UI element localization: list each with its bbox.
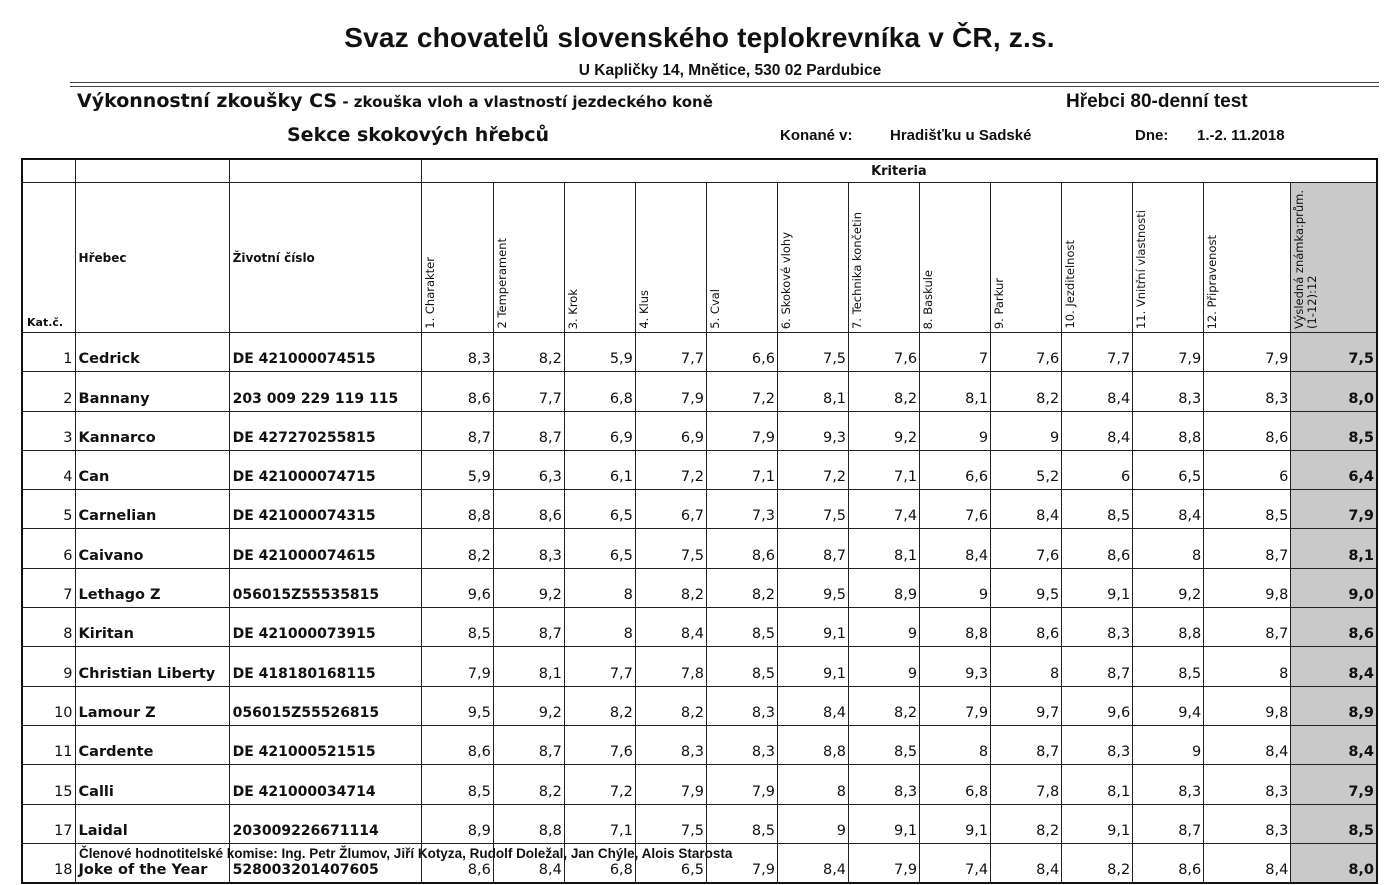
horse-name: Lethago Z bbox=[75, 568, 229, 607]
life-number: 056015Z55526815 bbox=[229, 686, 421, 725]
score-cell: 8,7 bbox=[493, 608, 564, 647]
table-row bbox=[22, 372, 1377, 411]
score-cell: 8,7 bbox=[421, 411, 493, 450]
score-cell: 8,9 bbox=[849, 568, 920, 607]
score-cell: 9,1 bbox=[777, 647, 848, 686]
score-cell: 6,8 bbox=[920, 765, 991, 804]
score-cell: 8,8 bbox=[1133, 411, 1204, 450]
date: 1.-2. 11.2018 bbox=[1197, 127, 1285, 144]
score-cell: 8,5 bbox=[849, 725, 920, 764]
organization-title: Svaz chovatelů slovenského teplokrevníka v ČR, z.s. bbox=[344, 22, 1055, 53]
life-number: 528003201407605 bbox=[229, 843, 421, 883]
score-cell: 9,5 bbox=[991, 568, 1062, 607]
score-cell: 7,5 bbox=[777, 490, 848, 529]
kat-number: 3 bbox=[22, 411, 75, 450]
table-row bbox=[22, 450, 1377, 489]
life-number: DE 421000074715 bbox=[229, 450, 421, 489]
score-cell: 6,5 bbox=[1133, 450, 1204, 489]
score-cell: 8,2 bbox=[706, 568, 777, 607]
score-cell: 9 bbox=[920, 411, 991, 450]
score-cell: 7,6 bbox=[991, 333, 1062, 372]
score-cell: 8,6 bbox=[421, 372, 493, 411]
horse-name: Carnelian bbox=[75, 490, 229, 529]
score-cell: 7,5 bbox=[635, 529, 706, 568]
score-cell: 8,7 bbox=[1204, 608, 1291, 647]
score-cell: 8 bbox=[564, 568, 635, 607]
kat-number: 7 bbox=[22, 568, 75, 607]
life-number: DE 427270255815 bbox=[229, 411, 421, 450]
score-cell: 6 bbox=[1204, 450, 1291, 489]
final-score: 8,5 bbox=[1291, 804, 1377, 843]
score-cell: 8,6 bbox=[991, 608, 1062, 647]
score-cell: 8,2 bbox=[564, 686, 635, 725]
score-cell: 8,5 bbox=[1133, 647, 1204, 686]
criterion-label: 7. Technika končetin bbox=[850, 212, 865, 329]
score-cell: 8,5 bbox=[1062, 490, 1133, 529]
score-cell: 9,6 bbox=[421, 568, 493, 607]
score-cell: 8,3 bbox=[493, 529, 564, 568]
score-cell: 8 bbox=[991, 647, 1062, 686]
score-cell: 8,6 bbox=[1204, 411, 1291, 450]
score-cell: 8,5 bbox=[1204, 490, 1291, 529]
horse-name: Kiritan bbox=[75, 608, 229, 647]
score-cell: 8 bbox=[920, 725, 991, 764]
kat-number: 5 bbox=[22, 490, 75, 529]
column-header-kat: Kat.č. bbox=[22, 183, 75, 333]
score-cell: 7,2 bbox=[706, 372, 777, 411]
score-cell: 8,3 bbox=[421, 333, 493, 372]
horse-name: Lamour Z bbox=[75, 686, 229, 725]
score-cell: 8,6 bbox=[421, 725, 493, 764]
score-cell: 9,7 bbox=[991, 686, 1062, 725]
score-cell: 8,2 bbox=[849, 372, 920, 411]
column-header-criterion bbox=[920, 183, 991, 333]
criterion-label: Výsledná známka:prům. (1-12):12 bbox=[1292, 189, 1320, 329]
score-cell: 8,5 bbox=[421, 765, 493, 804]
committee-members: Členové hodnotitelské komise: Ing. Petr Žlumov, Jiří Kotyza, Rudolf Doležal, Jan Chýle, Alois Starosta bbox=[79, 846, 733, 861]
final-score: 9,0 bbox=[1291, 568, 1377, 607]
score-cell: 9,6 bbox=[1062, 686, 1133, 725]
column-header-criterion bbox=[991, 183, 1062, 333]
score-cell: 9 bbox=[920, 568, 991, 607]
score-cell: 8,6 bbox=[706, 529, 777, 568]
score-cell: 7,3 bbox=[706, 490, 777, 529]
score-cell: 8,4 bbox=[1062, 411, 1133, 450]
score-cell: 9,1 bbox=[777, 608, 848, 647]
column-header-criterion bbox=[1291, 183, 1377, 333]
kat-number: 17 bbox=[22, 804, 75, 843]
final-score: 7,9 bbox=[1291, 490, 1377, 529]
score-cell: 7,7 bbox=[564, 647, 635, 686]
score-cell: 7,6 bbox=[564, 725, 635, 764]
score-cell: 8,2 bbox=[635, 686, 706, 725]
score-cell: 6,8 bbox=[564, 372, 635, 411]
score-cell: 7,6 bbox=[849, 333, 920, 372]
final-score: 8,0 bbox=[1291, 843, 1377, 883]
header-divider-second bbox=[70, 86, 1379, 87]
horse-name: Christian Liberty bbox=[75, 647, 229, 686]
score-cell: 8,4 bbox=[635, 608, 706, 647]
final-score: 7,9 bbox=[1291, 765, 1377, 804]
kat-number: 15 bbox=[22, 765, 75, 804]
table-row bbox=[22, 647, 1377, 686]
criterion-label: 9. Parkur bbox=[992, 277, 1007, 329]
score-cell: 7,9 bbox=[635, 765, 706, 804]
score-cell: 8 bbox=[777, 765, 848, 804]
score-cell: 8,7 bbox=[1133, 804, 1204, 843]
final-score: 8,5 bbox=[1291, 411, 1377, 450]
score-cell: 7,6 bbox=[991, 529, 1062, 568]
score-cell: 9,1 bbox=[1062, 804, 1133, 843]
score-cell: 8,3 bbox=[1062, 608, 1133, 647]
score-cell: 7,4 bbox=[849, 490, 920, 529]
results-body bbox=[22, 333, 1377, 884]
score-cell: 8 bbox=[1204, 647, 1291, 686]
score-cell: 8,2 bbox=[493, 765, 564, 804]
score-cell: 8,6 bbox=[1062, 529, 1133, 568]
score-cell: 8,2 bbox=[635, 568, 706, 607]
date-label: Dne: bbox=[1135, 127, 1169, 144]
criterion-label: 4. Klus bbox=[636, 290, 651, 329]
score-cell: 8,7 bbox=[493, 725, 564, 764]
score-cell: 7,9 bbox=[849, 843, 920, 883]
score-cell: 8,1 bbox=[777, 372, 848, 411]
column-header-criterion bbox=[1204, 183, 1291, 333]
test-type: Hřebci 80-denní test bbox=[1066, 91, 1248, 112]
score-cell: 8,8 bbox=[777, 725, 848, 764]
score-cell: 9,8 bbox=[1204, 568, 1291, 607]
score-cell: 7,7 bbox=[1062, 333, 1133, 372]
criterion-label: 11. Vnitřní vlastnosti bbox=[1134, 209, 1149, 329]
column-header-horse: Hřebec bbox=[75, 183, 229, 333]
score-cell: 8 bbox=[564, 608, 635, 647]
column-header-criterion bbox=[777, 183, 848, 333]
score-cell: 9,2 bbox=[1133, 568, 1204, 607]
score-cell: 8,5 bbox=[421, 608, 493, 647]
life-number: DE 418180168115 bbox=[229, 647, 421, 686]
life-number: DE 421000074315 bbox=[229, 490, 421, 529]
horse-name: Calli bbox=[75, 765, 229, 804]
kat-number: 1 bbox=[22, 333, 75, 372]
score-cell: 8,6 bbox=[1133, 843, 1204, 883]
life-number: 203009226671114 bbox=[229, 804, 421, 843]
score-cell: 8,3 bbox=[706, 725, 777, 764]
header-divider bbox=[70, 82, 1379, 83]
score-cell: 8,4 bbox=[1133, 490, 1204, 529]
score-cell: 8,1 bbox=[1062, 765, 1133, 804]
score-cell: 8,3 bbox=[1204, 372, 1291, 411]
score-cell: 8,2 bbox=[991, 372, 1062, 411]
final-score: 7,5 bbox=[1291, 333, 1377, 372]
life-number: DE 421000074615 bbox=[229, 529, 421, 568]
score-cell: 7,2 bbox=[635, 450, 706, 489]
horse-name: Cardente bbox=[75, 725, 229, 764]
section-title: Sekce skokových hřebců bbox=[287, 124, 549, 146]
score-cell: 8,1 bbox=[920, 372, 991, 411]
score-cell: 8,4 bbox=[1204, 843, 1291, 883]
score-cell: 6,8 bbox=[564, 843, 635, 883]
horse-name: Cedrick bbox=[75, 333, 229, 372]
score-cell: 9,2 bbox=[849, 411, 920, 450]
score-cell: 8,8 bbox=[493, 804, 564, 843]
life-number: DE 421000074515 bbox=[229, 333, 421, 372]
score-cell: 8,7 bbox=[1204, 529, 1291, 568]
score-cell: 7,7 bbox=[493, 372, 564, 411]
score-cell: 7,7 bbox=[635, 333, 706, 372]
score-cell: 8,5 bbox=[706, 647, 777, 686]
score-cell: 8,3 bbox=[1204, 765, 1291, 804]
score-cell: 9,5 bbox=[777, 568, 848, 607]
score-cell: 9,3 bbox=[920, 647, 991, 686]
table-row bbox=[22, 411, 1377, 450]
score-cell: 8,3 bbox=[706, 686, 777, 725]
criterion-label: 8. Baskule bbox=[921, 269, 936, 329]
table-row bbox=[22, 529, 1377, 568]
score-cell: 6,5 bbox=[564, 490, 635, 529]
column-header-criterion bbox=[1062, 183, 1133, 333]
final-score: 8,1 bbox=[1291, 529, 1377, 568]
heading-subtitle: - zkouška vloh a vlastností jezdeckého koně bbox=[337, 93, 713, 111]
score-cell: 9,1 bbox=[849, 804, 920, 843]
score-cell: 7,9 bbox=[706, 843, 777, 883]
document-heading bbox=[77, 90, 713, 112]
horse-name: Laidal bbox=[75, 804, 229, 843]
score-cell: 8,7 bbox=[991, 725, 1062, 764]
score-cell: 8,4 bbox=[991, 490, 1062, 529]
criteria-group-header: Kriteria bbox=[421, 159, 1377, 183]
life-number: 056015Z55535815 bbox=[229, 568, 421, 607]
score-cell: 8,7 bbox=[1062, 647, 1133, 686]
score-cell: 8,7 bbox=[493, 411, 564, 450]
life-number: DE 421000073915 bbox=[229, 608, 421, 647]
score-cell: 8,7 bbox=[777, 529, 848, 568]
horse-name: Can bbox=[75, 450, 229, 489]
score-cell: 7,8 bbox=[635, 647, 706, 686]
score-cell: 8,3 bbox=[1133, 372, 1204, 411]
score-cell: 9,8 bbox=[1204, 686, 1291, 725]
column-header-criterion bbox=[1133, 183, 1204, 333]
kat-number: 10 bbox=[22, 686, 75, 725]
final-score: 8,9 bbox=[1291, 686, 1377, 725]
score-cell: 8,2 bbox=[421, 529, 493, 568]
score-cell: 7,9 bbox=[1204, 333, 1291, 372]
score-cell: 8,1 bbox=[493, 647, 564, 686]
score-cell: 5,9 bbox=[564, 333, 635, 372]
column-header-criterion bbox=[635, 183, 706, 333]
criterion-label: 6. Skokové vlohy bbox=[778, 231, 793, 329]
kat-number: 2 bbox=[22, 372, 75, 411]
score-cell: 7,9 bbox=[635, 372, 706, 411]
score-cell: 8,2 bbox=[1062, 843, 1133, 883]
table-row bbox=[22, 725, 1377, 764]
horse-name: Caivano bbox=[75, 529, 229, 568]
table-row bbox=[22, 608, 1377, 647]
score-cell: 7,5 bbox=[777, 333, 848, 372]
score-cell: 7,5 bbox=[635, 804, 706, 843]
table-row bbox=[22, 568, 1377, 607]
score-cell: 8,6 bbox=[493, 490, 564, 529]
column-header-criterion bbox=[493, 183, 564, 333]
venue-label: Konané v: bbox=[780, 127, 853, 144]
score-cell: 8,4 bbox=[777, 686, 848, 725]
horse-name: Bannany bbox=[75, 372, 229, 411]
score-cell: 7,1 bbox=[564, 804, 635, 843]
score-cell: 9,3 bbox=[777, 411, 848, 450]
score-cell: 6,5 bbox=[564, 529, 635, 568]
criterion-label: 3. Krok bbox=[565, 288, 580, 329]
score-cell: 8,4 bbox=[920, 529, 991, 568]
score-cell: 8,4 bbox=[1204, 725, 1291, 764]
score-cell: 9,1 bbox=[920, 804, 991, 843]
column-header-criterion bbox=[706, 183, 777, 333]
column-header-life-number: Životní číslo bbox=[229, 183, 421, 333]
score-cell: 6,9 bbox=[635, 411, 706, 450]
score-cell: 9 bbox=[849, 647, 920, 686]
score-cell: 8,4 bbox=[991, 843, 1062, 883]
score-cell: 8,2 bbox=[849, 686, 920, 725]
score-cell: 9,5 bbox=[421, 686, 493, 725]
score-cell: 8,3 bbox=[635, 725, 706, 764]
header-row-group bbox=[22, 159, 1377, 183]
score-cell: 9 bbox=[777, 804, 848, 843]
score-cell: 7,1 bbox=[849, 450, 920, 489]
table-row bbox=[22, 333, 1377, 372]
score-cell: 8,4 bbox=[777, 843, 848, 883]
score-cell: 5,9 bbox=[421, 450, 493, 489]
score-cell: 6,7 bbox=[635, 490, 706, 529]
score-cell: 6 bbox=[1062, 450, 1133, 489]
header-cell-empty bbox=[75, 159, 229, 183]
score-cell: 5,2 bbox=[991, 450, 1062, 489]
score-cell: 8,3 bbox=[1204, 804, 1291, 843]
kat-number: 8 bbox=[22, 608, 75, 647]
final-score: 8,4 bbox=[1291, 647, 1377, 686]
column-header-criterion bbox=[421, 183, 493, 333]
kat-number: 18 bbox=[22, 843, 75, 883]
score-cell: 9 bbox=[849, 608, 920, 647]
score-cell: 7,1 bbox=[706, 450, 777, 489]
score-cell: 8,4 bbox=[493, 843, 564, 883]
criterion-label: 5. Cval bbox=[707, 289, 722, 329]
score-cell: 6,5 bbox=[635, 843, 706, 883]
score-cell: 9,2 bbox=[493, 568, 564, 607]
score-cell: 9,4 bbox=[1133, 686, 1204, 725]
score-cell: 6,1 bbox=[564, 450, 635, 489]
score-cell: 9 bbox=[991, 411, 1062, 450]
score-cell: 8,5 bbox=[706, 804, 777, 843]
score-cell: 7,8 bbox=[991, 765, 1062, 804]
header-cell-empty bbox=[22, 159, 75, 183]
score-cell: 7,9 bbox=[706, 765, 777, 804]
score-cell: 9,2 bbox=[493, 686, 564, 725]
criterion-label: 10. Jezditelnost bbox=[1063, 240, 1078, 329]
final-score: 8,6 bbox=[1291, 608, 1377, 647]
score-cell: 8 bbox=[1133, 529, 1204, 568]
horse-name: Kannarco bbox=[75, 411, 229, 450]
score-cell: 8,6 bbox=[421, 843, 493, 883]
kat-number: 9 bbox=[22, 647, 75, 686]
header-cell-empty bbox=[229, 159, 421, 183]
score-cell: 8,1 bbox=[849, 529, 920, 568]
final-score: 8,0 bbox=[1291, 372, 1377, 411]
criterion-label: 2 Temperament bbox=[494, 238, 509, 329]
score-cell: 8,3 bbox=[1133, 765, 1204, 804]
life-number: DE 421000521515 bbox=[229, 725, 421, 764]
table-row bbox=[22, 490, 1377, 529]
final-score: 6,4 bbox=[1291, 450, 1377, 489]
score-cell: 8,5 bbox=[706, 608, 777, 647]
score-cell: 8,9 bbox=[421, 804, 493, 843]
score-cell: 8,2 bbox=[991, 804, 1062, 843]
score-cell: 6,6 bbox=[920, 450, 991, 489]
venue: Hradišťku u Sadské bbox=[890, 127, 1032, 144]
score-cell: 6,6 bbox=[706, 333, 777, 372]
score-cell: 7,9 bbox=[920, 686, 991, 725]
score-cell: 6,9 bbox=[564, 411, 635, 450]
score-cell: 7,6 bbox=[920, 490, 991, 529]
score-cell: 7,4 bbox=[920, 843, 991, 883]
score-cell: 7,9 bbox=[1133, 333, 1204, 372]
table-row bbox=[22, 686, 1377, 725]
results-table bbox=[21, 158, 1378, 884]
score-cell: 7,2 bbox=[564, 765, 635, 804]
score-cell: 8,8 bbox=[1133, 608, 1204, 647]
life-number: 203 009 229 119 115 bbox=[229, 372, 421, 411]
organization-address: U Kapličky 14, Mnětice, 530 02 Pardubice bbox=[578, 62, 882, 79]
heading-main: Výkonnostní zkoušky CS bbox=[77, 90, 338, 112]
criterion-label: 12. Připravenost bbox=[1205, 234, 1220, 329]
score-cell: 8,3 bbox=[849, 765, 920, 804]
score-cell: 6,3 bbox=[493, 450, 564, 489]
life-number: DE 421000034714 bbox=[229, 765, 421, 804]
final-score: 8,4 bbox=[1291, 725, 1377, 764]
score-cell: 8,3 bbox=[1062, 725, 1133, 764]
kat-number: 4 bbox=[22, 450, 75, 489]
score-cell: 8,8 bbox=[920, 608, 991, 647]
column-header-criterion bbox=[564, 183, 635, 333]
header-row-columns bbox=[22, 183, 1377, 333]
kat-number: 6 bbox=[22, 529, 75, 568]
horse-name: Joke of the Year bbox=[75, 843, 229, 883]
score-cell: 7,9 bbox=[421, 647, 493, 686]
score-cell: 8,2 bbox=[493, 333, 564, 372]
table-row bbox=[22, 765, 1377, 804]
score-cell: 9,1 bbox=[1062, 568, 1133, 607]
score-cell: 7,9 bbox=[706, 411, 777, 450]
score-cell: 7,2 bbox=[777, 450, 848, 489]
table-row bbox=[22, 804, 1377, 843]
score-cell: 9 bbox=[1133, 725, 1204, 764]
score-cell: 8,4 bbox=[1062, 372, 1133, 411]
criterion-label: 1. Charakter bbox=[422, 257, 437, 329]
score-cell: 8,8 bbox=[421, 490, 493, 529]
score-cell: 7 bbox=[920, 333, 991, 372]
column-header-criterion bbox=[849, 183, 920, 333]
kat-number: 11 bbox=[22, 725, 75, 764]
